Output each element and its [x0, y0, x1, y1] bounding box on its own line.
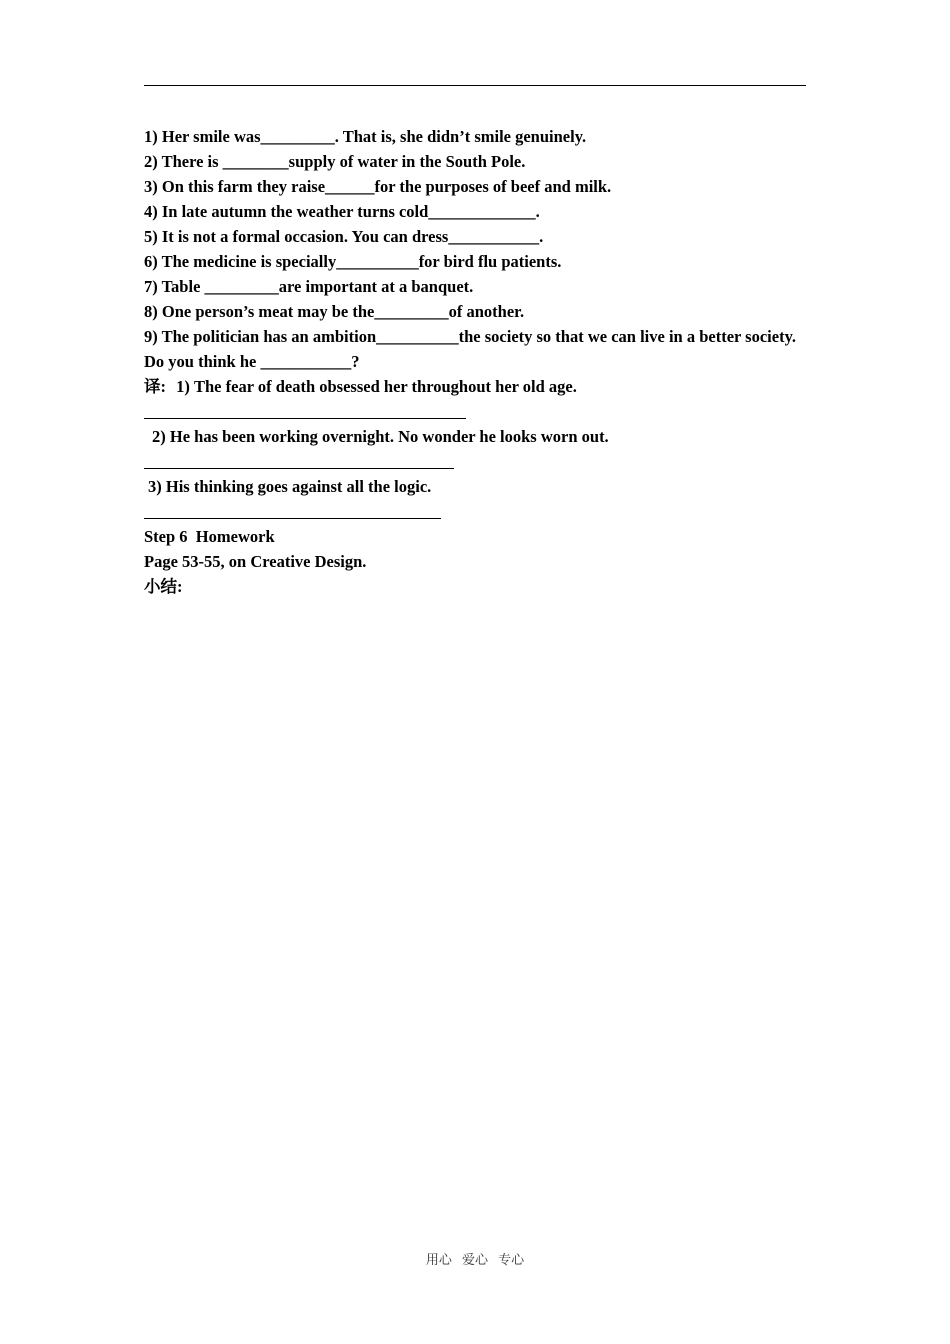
exercise-item-6: 6) The medicine is specially__________for bird flu patients. [144, 252, 562, 271]
exercise-item-5: 5) It is not a formal occasion. You can dress___________. [144, 227, 544, 246]
exercise-item-9-continued: Do you think he ___________? [144, 352, 360, 371]
header-rule [144, 85, 806, 86]
exercise-item-4: 4) In late autumn the weather turns cold_____________. [144, 202, 540, 221]
page-footer: 用心 爱心 专心 [425, 1253, 525, 1268]
exercise-item-9: 9) The politician has an ambition__________the society so that we can live in a better society. [144, 327, 797, 346]
translation-item-2: 2) He has been working overnight. No wonder he looks worn out. [152, 427, 609, 446]
translation-answer-line-2 [144, 449, 814, 474]
worksheet-content [144, 124, 814, 599]
translation-answer-line-3 [144, 499, 814, 524]
translation-item-1 [144, 374, 814, 399]
translation-item-3: 3) His thinking goes against all the logic. [148, 477, 432, 496]
translation-prefix: 译: [144, 377, 166, 396]
exercise-item-1: 1) Her smile was_________. That is, she didn’t smile genuinely. [144, 127, 587, 146]
exercise-item-8: 8) One person’s meat may be the_________of another. [144, 302, 525, 321]
summary-label: 小结: [144, 577, 183, 596]
homework-title: Step 6 Homework [144, 527, 275, 546]
exercise-item-2: 2) There is ________supply of water in the South Pole. [144, 152, 526, 171]
homework-detail: Page 53-55, on Creative Design. [144, 552, 367, 571]
translation-sentence-1: 1) The fear of death obsessed her throughout her old age. [176, 377, 577, 396]
exercise-item-7: 7) Table _________are important at a banquet. [144, 277, 474, 296]
translation-answer-line-1 [144, 399, 814, 424]
exercise-item-3: 3) On this farm they raise______for the purposes of beef and milk. [144, 177, 612, 196]
